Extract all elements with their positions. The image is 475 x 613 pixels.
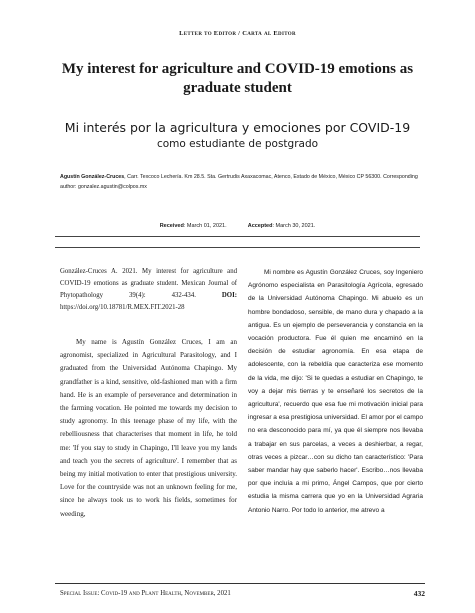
title-spanish [40, 120, 435, 152]
section-label: Letter to Editor / Carta al Editor [179, 30, 296, 37]
column-spanish [248, 266, 423, 517]
footer-divider [55, 583, 425, 584]
body-english: My name is Agustín González Cruces, I am an agronomist, specialized in Agricultural Parasitology, and I graduated from the Universidad Autónoma Chapingo. My grandfather is a kind, sensitive, old-fashioned man with a firm hand. He is an example of perseverance and determination in the farming vocation. He pointed me towards my decision to study agronomy. In this teenage phase of my life, with the rebelliousness that characterises that moment in life, he told me: 'If you stay to study in Chapingo, I'll leave you my lands and teach you the secrets of agriculture'. I remember that as being my initial motivation to enter that prestigious university. Love for the countryside was not an unknown feeling for me, since he always took us to work his fields, sometimes for weeding, [60, 338, 237, 518]
received-label: Received [159, 223, 184, 229]
author-affiliation: , Carr. Texcoco Lechería. Km 28.5. Sta. Gertrudis Axaxacomac, Atenco, Estado de México, México CP 56300. Corresponding author: gonzalez.agustin@colpos.mx [60, 174, 418, 190]
footer-issue: Special Issue: Covid-19 and Plant Health, November, 2021 [60, 590, 231, 597]
author-block [60, 172, 420, 192]
citation [60, 266, 237, 314]
body-spanish: Mi nombre es Agustín González Cruces, soy Ingeniero Agrónomo especialista en Parasitología Agrícola, egresado de la Universidad Autónoma Chapingo. Mi abuelo es un hombre bondadoso, sensible, de mano dura y chapado a la antigua. Es un ejemplo de perseverancia y constancia en la vocación productora. Fue él quien me encaminó en la decisión de estudiar agronomía. En esa etapa de adolescente, con la rebeldía que caracteriza ese momento de la vida, me dijo: 'Si te quedas a estudiar en Chapingo, te voy a dejar mis tierras y te enseñaré los secretos de la agricultura', recuerdo que esa fue mi motivación inicial para ingresar a esa prestigiosa universidad. El amor por el campo no era desconocido para mí, ya que él siempre nos llevaba a trabajar en sus parcelas, a veces a deshierbar, a regar, otras veces a pizcar…con su dicho tan característico: 'Para saber mandar hay que saberlo hacer'. Escribo…nos llevaba por que incluía a mi primo, Ángel Campos, que por cierto estudia la misma carrera que yo en la Universidad Agraria Antonio Narro. Por todo lo anterior, me atrevo a [248, 269, 423, 514]
column-english [60, 266, 237, 521]
title-spanish-line1: Mi interés por la agricultura y emociones por COVID-19 [64, 120, 411, 135]
received-date: : March 01, 2021. [183, 223, 227, 229]
dates-line [0, 223, 475, 229]
author-name: Agustín González-Cruces [60, 174, 125, 180]
citation-text: González-Cruces A. 2021. My interest for agriculture and COVID-19 emotions as graduate student. Mexican Journal of Phytopathology 39(4): 432-434. [60, 268, 237, 299]
page-number: 432 [413, 589, 425, 598]
divider-bottom [55, 247, 420, 248]
divider-top [55, 236, 420, 237]
doi-link[interactable]: https://doi.org/10.18781/R.MEX.FIT.2021-28 [60, 304, 185, 311]
accepted-date: : March 30, 2021. [272, 223, 316, 229]
title-spanish-line2: como estudiante de postgrado [156, 138, 319, 150]
accepted-label: Accepted [247, 223, 273, 229]
title-english: My interest for agriculture and COVID-19 emotions as graduate student [61, 61, 414, 96]
doi-label: DOI: [221, 292, 237, 299]
